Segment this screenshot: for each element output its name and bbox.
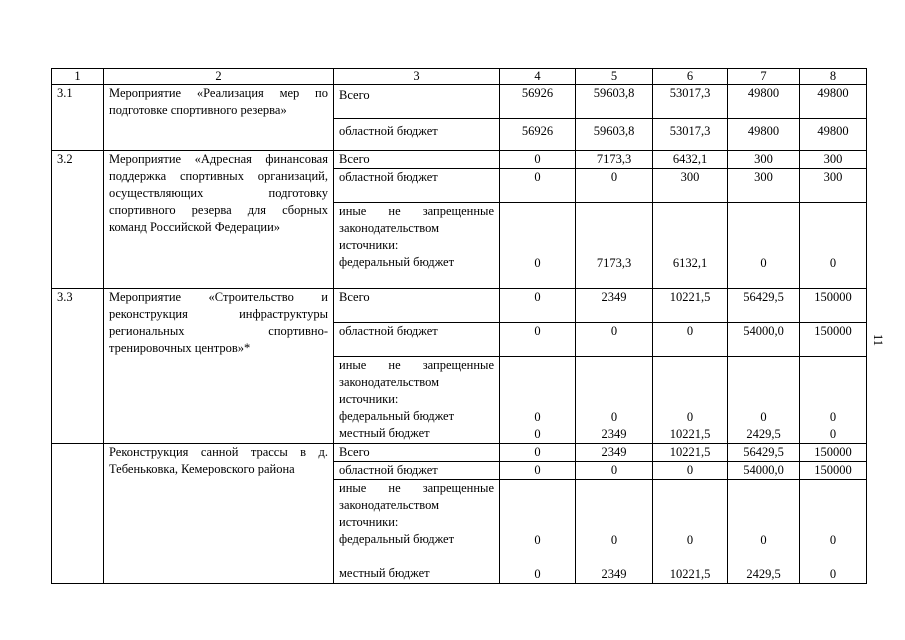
- table-row: [52, 289, 867, 323]
- funding-source: Всего: [334, 444, 500, 462]
- value-cell: 0: [576, 462, 653, 480]
- value-cell: 49800: [728, 85, 800, 119]
- value-cell: 0: [760, 410, 767, 424]
- budget-table: [51, 68, 867, 584]
- value-cell: 56926: [500, 85, 576, 119]
- page-number: 11: [871, 333, 885, 347]
- value-cell: 0: [653, 323, 728, 357]
- value-cell: 10221,5: [653, 444, 728, 462]
- value-cell: 150000: [800, 289, 867, 323]
- value-cell: 0: [534, 533, 541, 547]
- value-cell: 7173,3: [576, 203, 653, 289]
- value-cell: 56429,5: [728, 289, 800, 323]
- value-cell: 300: [800, 151, 867, 169]
- value-cell: 10221,5: [669, 427, 711, 441]
- value-cell: 0: [500, 323, 576, 357]
- value-cell: 6132,1: [653, 203, 728, 289]
- header-cell: 1: [52, 69, 104, 85]
- value-cell: 49800: [728, 119, 800, 151]
- header-row: [52, 69, 867, 85]
- value-cell: 0: [500, 462, 576, 480]
- item-title: Мероприятие «Реализация мер по подготовке спортивного резерва»: [104, 85, 334, 151]
- funding-source: [334, 203, 500, 289]
- value-cell: 0: [500, 289, 576, 323]
- value-cell: 150000: [800, 444, 867, 462]
- value-cell: 0: [829, 410, 837, 424]
- value-cell: 56429,5: [728, 444, 800, 462]
- funding-source: Всего: [334, 289, 500, 323]
- value-cell: 2429,5: [746, 427, 781, 441]
- value-cell: 49800: [800, 119, 867, 151]
- item-number: 3.2: [52, 151, 104, 289]
- item-number: [52, 444, 104, 584]
- table-row: [52, 151, 867, 169]
- value-cell: 0: [610, 533, 618, 547]
- value-cell: 54000,0: [728, 462, 800, 480]
- table-row: [52, 85, 867, 119]
- value-cell: 0: [829, 427, 837, 441]
- value-cell: 300: [653, 169, 728, 203]
- value-cell: 56926: [500, 119, 576, 151]
- value-cell: 54000,0: [728, 323, 800, 357]
- header-cell: 4: [500, 69, 576, 85]
- other-sources-label: иные не запрещенные законодательством источники:: [339, 358, 494, 406]
- value-cell: 10221,5: [669, 567, 711, 581]
- value-cell: 0: [534, 427, 541, 441]
- value-cell: 0: [500, 203, 576, 289]
- other-sources-label: иные не запрещенные законодательством источники:: [339, 204, 494, 252]
- value-cell: 0: [534, 567, 541, 581]
- value-cell: 150000: [800, 462, 867, 480]
- value-cell: 53017,3: [653, 119, 728, 151]
- item-number: 3.1: [52, 85, 104, 151]
- item-title: Мероприятие «Адресная финансовая поддержка спортивных организаций, осуществляющих подготовку спортивного резерва для сборных команд Российской Федерации»: [104, 151, 334, 289]
- header-cell: 3: [334, 69, 500, 85]
- value-cell: 0: [576, 323, 653, 357]
- value-cell: 0: [653, 462, 728, 480]
- value-cell: 7173,3: [576, 151, 653, 169]
- header-cell: 5: [576, 69, 653, 85]
- sub-source: местный бюджет: [339, 426, 430, 440]
- funding-source: областной бюджет: [334, 323, 500, 357]
- value-cell: 0: [500, 444, 576, 462]
- value-cell: 0: [686, 410, 694, 424]
- other-sources-label: иные не запрещенные законодательством источники:: [339, 481, 494, 529]
- funding-source: областной бюджет: [334, 119, 500, 151]
- funding-source: Всего: [334, 151, 500, 169]
- value-cell: 2429,5: [746, 567, 781, 581]
- table-row: [52, 444, 867, 462]
- item-title: Реконструкция санной трассы в д. Тебеньковка, Кемеровского района: [104, 444, 334, 584]
- header-cell: 8: [800, 69, 867, 85]
- value-cell: 300: [800, 169, 867, 203]
- value-cell: 0: [760, 533, 767, 547]
- header-cell: 2: [104, 69, 334, 85]
- value-cell: 53017,3: [653, 85, 728, 119]
- value-cell: 300: [728, 169, 800, 203]
- value-cell: 2349: [576, 444, 653, 462]
- item-title: Мероприятие «Строительство и реконструкция инфраструктуры региональных спортивно-тренировочных центров»*: [104, 289, 334, 444]
- value-cell: 0: [800, 203, 867, 289]
- funding-source: [334, 357, 500, 444]
- header-cell: 6: [653, 69, 728, 85]
- item-number: 3.3: [52, 289, 104, 444]
- value-cell: 0: [728, 203, 800, 289]
- value-cell: 0: [576, 169, 653, 203]
- value-cell: 0: [500, 169, 576, 203]
- value-cell: 150000: [800, 323, 867, 357]
- value-cell: 2349: [601, 427, 627, 441]
- value-cell: 2349: [576, 289, 653, 323]
- sub-source: местный бюджет: [339, 566, 430, 580]
- value-cell: 59603,8: [576, 85, 653, 119]
- value-cell: 49800: [800, 85, 867, 119]
- value-cell: 0: [829, 567, 837, 581]
- sub-source: федеральный бюджет: [339, 255, 455, 269]
- funding-source: [334, 480, 500, 584]
- funding-source: областной бюджет: [334, 462, 500, 480]
- sub-source: федеральный бюджет: [339, 532, 455, 546]
- value-cell: 2349: [601, 567, 627, 581]
- funding-source: Всего: [334, 85, 500, 119]
- sub-source: федеральный бюджет: [339, 409, 455, 423]
- value-cell: 0: [534, 410, 541, 424]
- value-cell: 6432,1: [653, 151, 728, 169]
- value-cell: 10221,5: [653, 289, 728, 323]
- value-cell: 0: [610, 410, 618, 424]
- value-cell: 0: [829, 533, 837, 547]
- header-cell: 7: [728, 69, 800, 85]
- value-cell: 0: [500, 151, 576, 169]
- funding-source: областной бюджет: [334, 169, 500, 203]
- value-cell: 0: [686, 533, 694, 547]
- value-cell: 59603,8: [576, 119, 653, 151]
- value-cell: 300: [728, 151, 800, 169]
